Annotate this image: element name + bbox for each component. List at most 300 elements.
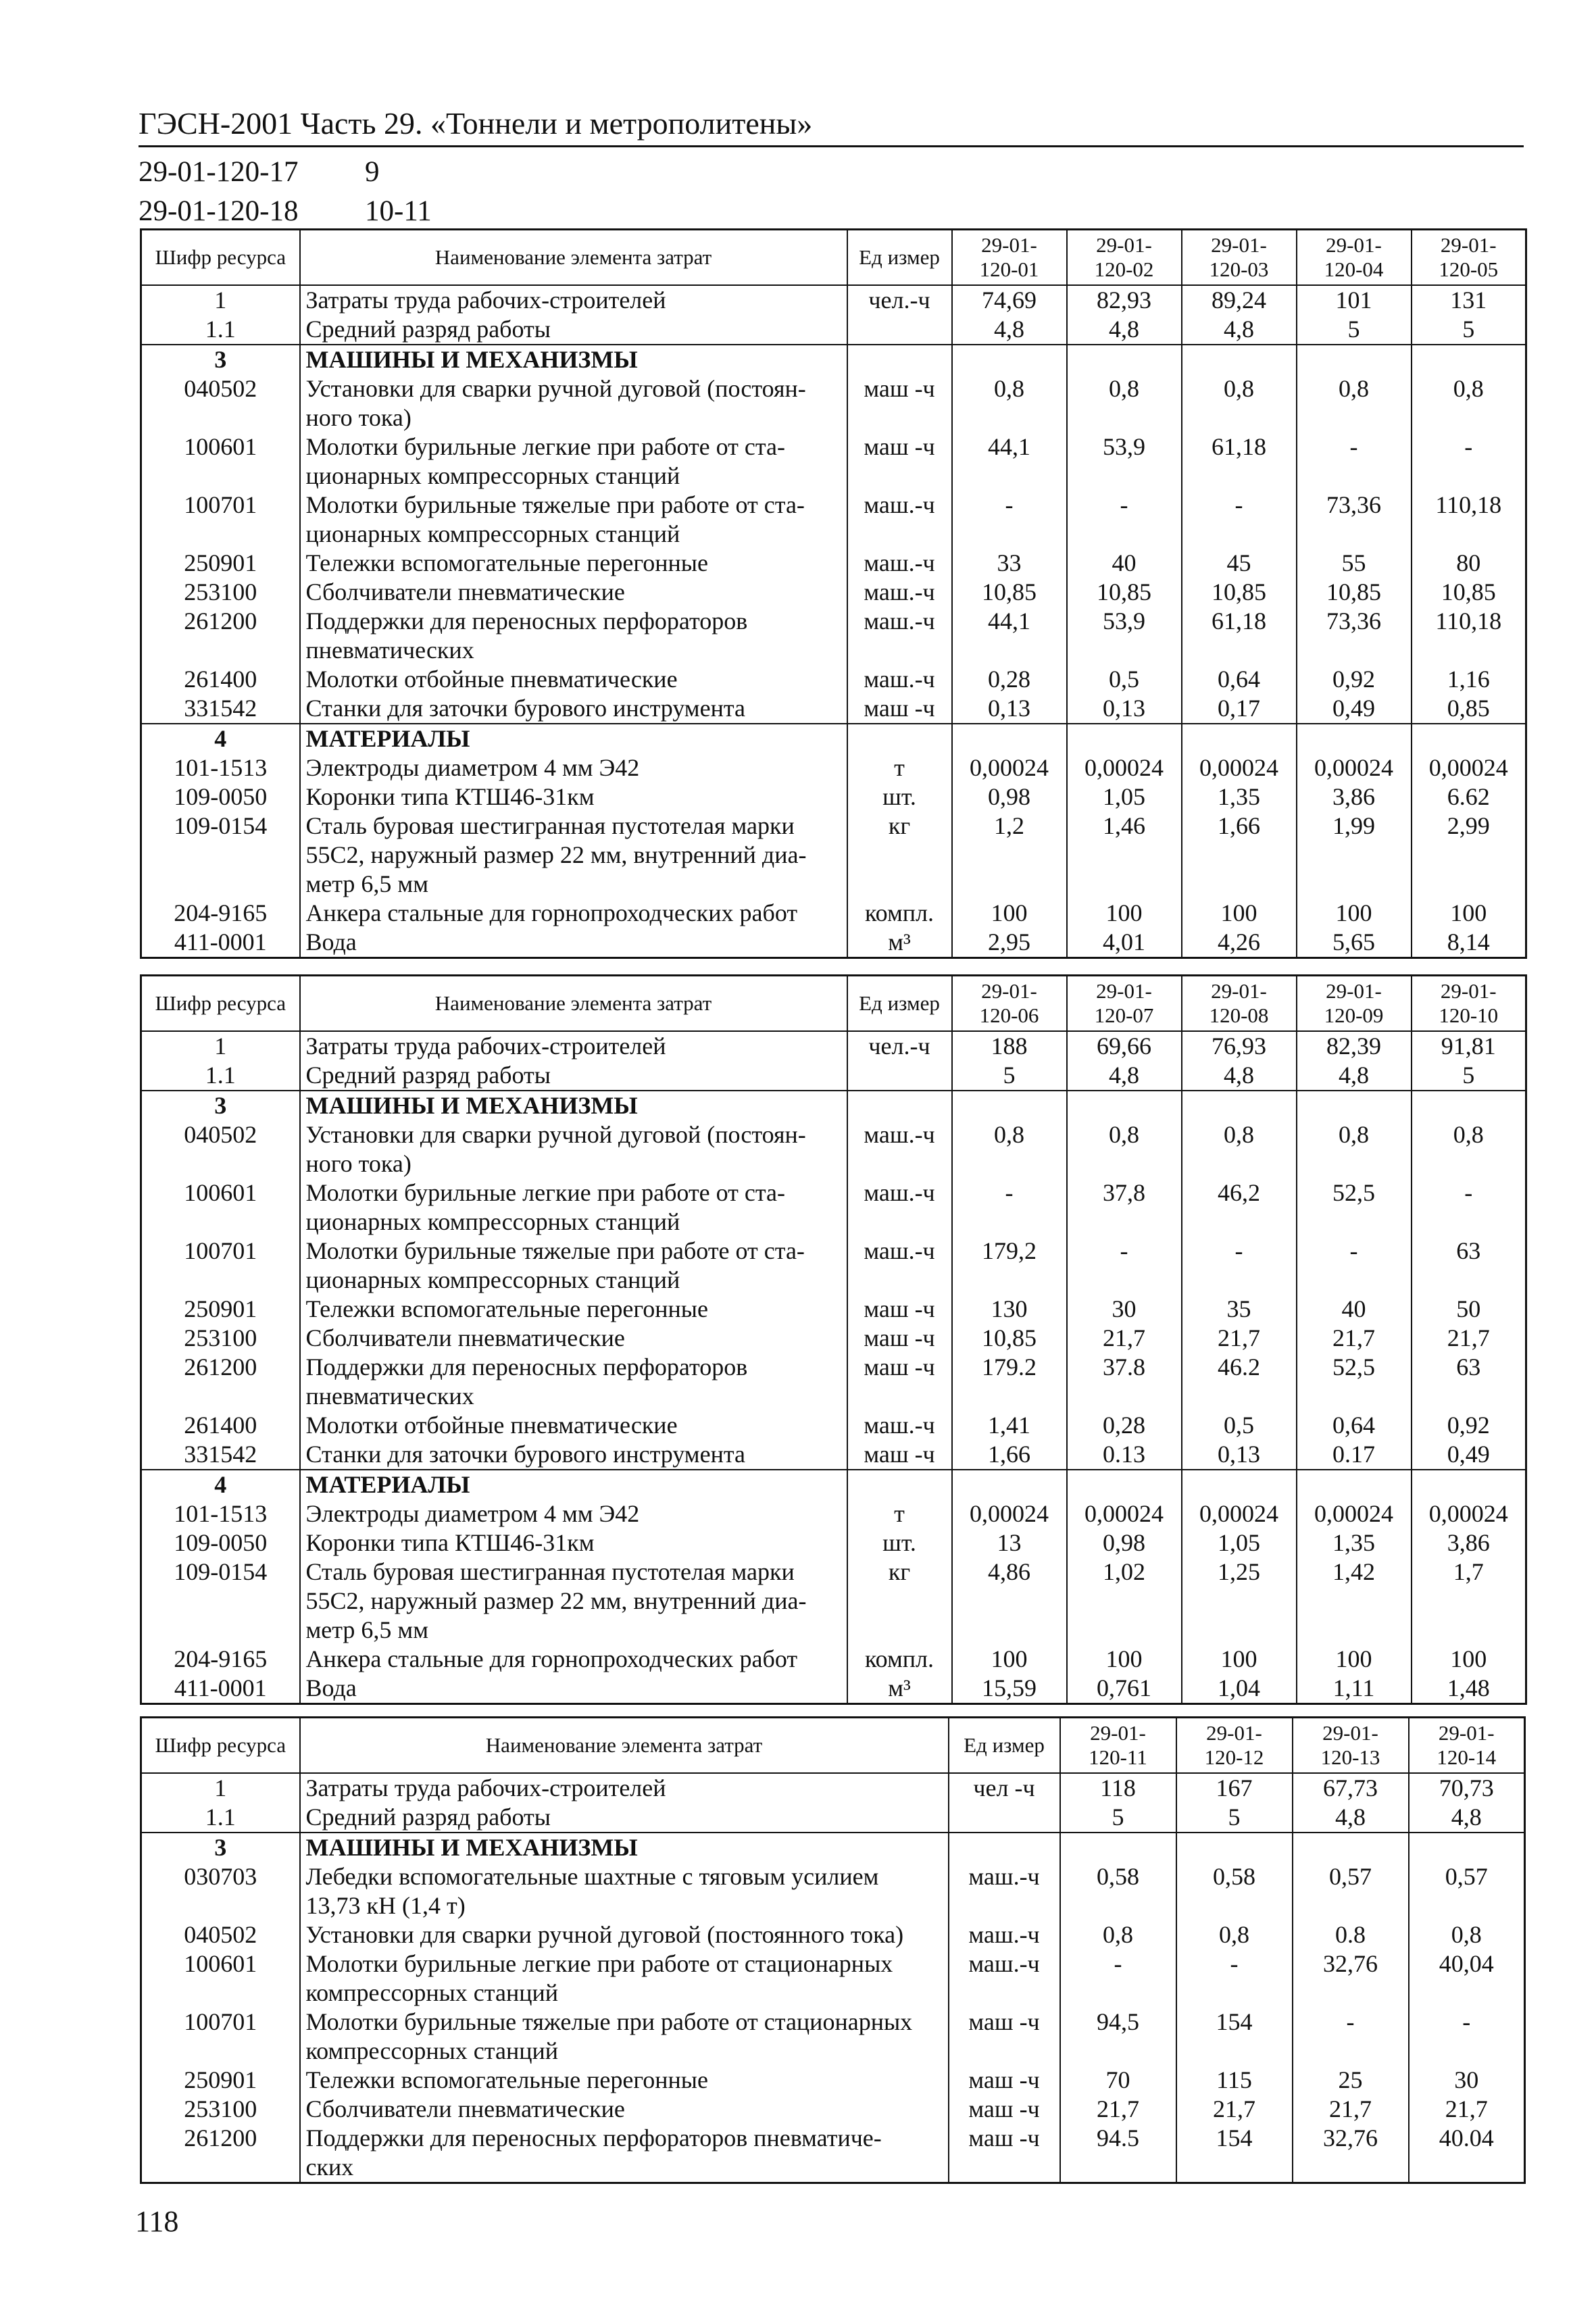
resource-code: 253100 <box>141 578 300 607</box>
resource-code: 1.1 <box>141 315 300 345</box>
resource-unit: маш.-ч <box>847 1411 952 1440</box>
resource-value: 4,8 <box>1293 1803 1409 1833</box>
resource-value: 3,86 <box>1297 782 1412 812</box>
resource-value: 0,8 <box>1409 1920 1525 1949</box>
resource-code: 3 <box>141 1091 300 1120</box>
column-header-norm <box>952 230 1067 286</box>
resource-value: 115 <box>1176 2066 1293 2095</box>
table-row <box>141 1773 1525 1803</box>
resource-unit: т <box>847 753 952 782</box>
resource-value: - <box>1412 432 1526 491</box>
resource-table-2 <box>140 974 1527 1705</box>
resource-value: 100 <box>952 1645 1067 1674</box>
resource-value: 1,46 <box>1067 812 1182 899</box>
table-row <box>141 1862 1525 1920</box>
resource-name <box>300 812 847 899</box>
resource-name <box>300 1411 847 1440</box>
table-row <box>141 1061 1526 1091</box>
table-row <box>141 2066 1525 2095</box>
resource-value: 0,92 <box>1297 665 1412 694</box>
table-row <box>141 899 1526 928</box>
resource-value: 4,8 <box>1067 1061 1182 1091</box>
resource-code: 250901 <box>141 2066 300 2095</box>
resource-value: 61,18 <box>1182 432 1297 491</box>
resource-value: 1,35 <box>1182 782 1297 812</box>
resource-unit <box>847 1470 952 1499</box>
resource-name <box>300 1803 949 1833</box>
resource-code: 253100 <box>141 2095 300 2124</box>
column-header-line: 120-14 <box>1437 1745 1497 1769</box>
resource-name-line: Средний разряд работы <box>305 1803 551 1831</box>
resource-value: 100 <box>1297 1645 1412 1674</box>
resource-value: 0,8 <box>1067 374 1182 432</box>
resource-value <box>952 345 1067 374</box>
resource-value: 0,8 <box>1067 1120 1182 1178</box>
resource-value: 0,13 <box>1067 694 1182 724</box>
resource-value: 4,86 <box>952 1558 1067 1645</box>
resource-code: 100601 <box>141 1949 300 2008</box>
resource-unit: маш.-ч <box>949 1949 1060 2008</box>
resource-value <box>1060 1833 1176 1862</box>
resource-name <box>300 1920 949 1949</box>
resource-value: 33 <box>952 549 1067 578</box>
resource-value: 45 <box>1182 549 1297 578</box>
resource-value: 1,99 <box>1297 812 1412 899</box>
norm-code: 29-01-120-17 <box>139 156 299 188</box>
resource-value: 154 <box>1176 2008 1293 2066</box>
section-row <box>141 345 1526 374</box>
table-row <box>141 549 1526 578</box>
resource-value: 10,85 <box>1182 578 1297 607</box>
resource-value: 1,16 <box>1412 665 1526 694</box>
resource-value: 6.62 <box>1412 782 1526 812</box>
resource-value: 0,98 <box>1067 1528 1182 1558</box>
resource-name <box>300 607 847 665</box>
resource-value <box>1412 345 1526 374</box>
resource-name-line: Молотки отбойные пневматические <box>305 1412 678 1439</box>
column-header-line: 29-01- <box>1326 233 1382 257</box>
resource-name <box>300 1949 949 2008</box>
resource-value: 70 <box>1060 2066 1176 2095</box>
resource-value: 46.2 <box>1182 1353 1297 1411</box>
resource-value: 0,00024 <box>1182 753 1297 782</box>
resource-value: - <box>1412 1178 1526 1237</box>
resource-name-line: Тележки вспомогательные перегонные <box>305 2066 708 2093</box>
resource-value: 53,9 <box>1067 607 1182 665</box>
table-row <box>141 1440 1526 1470</box>
resource-code: 101-1513 <box>141 1499 300 1528</box>
resource-name <box>300 665 847 694</box>
resource-name <box>300 1645 847 1674</box>
resource-name-line: Молотки отбойные пневматические <box>305 666 678 693</box>
resource-name-line: Электроды диаметром 4 мм Э42 <box>305 754 640 781</box>
table-row <box>141 1411 1526 1440</box>
resource-value: 0.17 <box>1297 1440 1412 1470</box>
norm-ref: 10-11 <box>365 195 432 227</box>
norm-code-row <box>139 192 432 231</box>
table-row <box>141 1324 1526 1353</box>
resource-name <box>300 1558 847 1645</box>
resource-unit: маш -ч <box>847 694 952 724</box>
resource-code: 040502 <box>141 1120 300 1178</box>
table-row <box>141 928 1526 958</box>
resource-name-line: Анкера стальные для горнопроходческих работ <box>305 1645 798 1672</box>
resource-unit: маш.-ч <box>847 1237 952 1295</box>
resource-value <box>1067 1091 1182 1120</box>
resource-code: 261200 <box>141 607 300 665</box>
resource-value: 0,85 <box>1412 694 1526 724</box>
resource-value: 21,7 <box>1067 1324 1182 1353</box>
document-title: ГЭСН-2001 Часть 29. «Тоннели и метрополитены» <box>139 106 813 141</box>
column-header-line: 29-01- <box>1211 233 1267 257</box>
resource-name <box>300 1353 847 1411</box>
resource-name-line: 55С2, наружный размер 22 мм, внутренний диа- <box>305 841 807 868</box>
resource-name-line: компрессорных станций <box>305 2037 558 2064</box>
table-row <box>141 2095 1525 2124</box>
resource-name <box>300 1470 847 1499</box>
resource-value: 0,761 <box>1067 1674 1182 1704</box>
resource-name <box>300 899 847 928</box>
resource-unit: компл. <box>847 899 952 928</box>
resource-value: 0,58 <box>1176 1862 1293 1920</box>
column-header-name: Наименование элемента затрат <box>300 230 847 286</box>
section-row <box>141 1470 1526 1499</box>
resource-value: 10,85 <box>952 578 1067 607</box>
column-header-norm <box>1412 230 1526 286</box>
resource-value: 70,73 <box>1409 1773 1525 1803</box>
resource-name <box>300 1031 847 1061</box>
column-header-line: 120-09 <box>1324 1003 1384 1027</box>
resource-value: 0,8 <box>1182 374 1297 432</box>
resource-value: 10,85 <box>1412 578 1526 607</box>
resource-unit: кг <box>847 812 952 899</box>
resource-code: 204-9165 <box>141 1645 300 1674</box>
resource-value: 0,57 <box>1409 1862 1525 1920</box>
resource-value: 101 <box>1297 285 1412 315</box>
resource-name <box>300 2095 949 2124</box>
resource-value: - <box>1182 1237 1297 1295</box>
resource-value <box>1176 1833 1293 1862</box>
resource-code: 100601 <box>141 1178 300 1237</box>
resource-name <box>300 1528 847 1558</box>
resource-value: 5 <box>1176 1803 1293 1833</box>
table-row <box>141 607 1526 665</box>
column-header-line: 120-05 <box>1439 257 1499 281</box>
resource-name-line: Станки для заточки бурового инструмента <box>305 1441 745 1468</box>
resource-name-line: Сболчиватели пневматические <box>305 578 625 605</box>
resource-value: 0,49 <box>1297 694 1412 724</box>
resource-value: 4,01 <box>1067 928 1182 958</box>
resource-code: 331542 <box>141 694 300 724</box>
resource-value: - <box>1176 1949 1293 2008</box>
resource-name <box>300 2066 949 2095</box>
resource-value: 35 <box>1182 1295 1297 1324</box>
resource-code: 4 <box>141 724 300 753</box>
resource-value: 44,1 <box>952 432 1067 491</box>
resource-name-line: ного тока) <box>305 1150 412 1177</box>
resource-value: 82,39 <box>1297 1031 1412 1061</box>
resource-code: 040502 <box>141 1920 300 1949</box>
resource-value: 100 <box>1412 1645 1526 1674</box>
resource-name <box>300 1862 949 1920</box>
column-header-line: 120-06 <box>979 1003 1039 1027</box>
resource-value: 0,8 <box>1412 1120 1526 1178</box>
resource-unit: шт. <box>847 1528 952 1558</box>
table-row <box>141 1178 1526 1237</box>
resource-name <box>300 1499 847 1528</box>
resource-name-line: Молотки бурильные тяжелые при работе от ста- <box>305 491 805 518</box>
resource-name-line: ного тока) <box>305 404 412 431</box>
resource-value: 25 <box>1293 2066 1409 2095</box>
resource-unit: компл. <box>847 1645 952 1674</box>
column-header-line: 120-08 <box>1209 1003 1269 1027</box>
column-header-line: 29-01- <box>981 979 1037 1003</box>
resource-value: 21,7 <box>1176 2095 1293 2124</box>
resource-value: 1,41 <box>952 1411 1067 1440</box>
resource-name-line: Тележки вспомогательные перегонные <box>305 549 708 576</box>
resource-unit <box>847 315 952 345</box>
resource-code: 1 <box>141 1031 300 1061</box>
resource-value: 4,8 <box>1409 1803 1525 1833</box>
resource-value <box>952 724 1067 753</box>
resource-unit: маш -ч <box>847 1440 952 1470</box>
resource-value: 67,73 <box>1293 1773 1409 1803</box>
resource-value: 0,00024 <box>1412 1499 1526 1528</box>
resource-name <box>300 1237 847 1295</box>
resource-value: 53,9 <box>1067 432 1182 491</box>
resource-value: 100 <box>1067 1645 1182 1674</box>
table-row <box>141 1674 1526 1704</box>
column-header-line: 120-13 <box>1320 1745 1380 1769</box>
resource-name <box>300 1674 847 1704</box>
column-header-line: 29-01- <box>1326 979 1382 1003</box>
resource-value: 21,7 <box>1182 1324 1297 1353</box>
resource-code: 250901 <box>141 549 300 578</box>
table-row <box>141 812 1526 899</box>
resource-code: 100601 <box>141 432 300 491</box>
resource-name <box>300 1773 949 1803</box>
resource-unit: маш.-ч <box>847 1120 952 1178</box>
resource-code: 109-0050 <box>141 1528 300 1558</box>
resource-value: 0,00024 <box>952 1499 1067 1528</box>
resource-value: - <box>1297 432 1412 491</box>
resource-value: 44,1 <box>952 607 1067 665</box>
table-row <box>141 1528 1526 1558</box>
resource-code: 204-9165 <box>141 899 300 928</box>
resource-code: 411-0001 <box>141 1674 300 1704</box>
table-row <box>141 578 1526 607</box>
resource-value: 118 <box>1060 1773 1176 1803</box>
resource-value: 94.5 <box>1060 2124 1176 2183</box>
resource-value <box>1412 1091 1526 1120</box>
section-row <box>141 1833 1525 1862</box>
resource-name-line: Установки для сварки ручной дуговой (постоянного тока) <box>305 1921 904 1948</box>
resource-name-line: 13,73 кН (1,4 т) <box>305 1892 466 1919</box>
resource-value: 63 <box>1412 1237 1526 1295</box>
resource-value: - <box>1182 491 1297 549</box>
resource-value: 110,18 <box>1412 607 1526 665</box>
resource-value: 0,64 <box>1297 1411 1412 1440</box>
resource-value: 1,05 <box>1182 1528 1297 1558</box>
page-header <box>139 105 1524 147</box>
resource-value: 3,86 <box>1412 1528 1526 1558</box>
resource-name-line: Установки для сварки ручной дуговой (постоян- <box>305 375 806 402</box>
resource-name-line: Сталь буровая шестигранная пустотелая марки <box>305 812 795 839</box>
resource-value: 1,7 <box>1412 1558 1526 1645</box>
resource-name-line: Средний разряд работы <box>305 1062 551 1089</box>
resource-code: 101-1513 <box>141 753 300 782</box>
resource-value: 13 <box>952 1528 1067 1558</box>
resource-value: 4,8 <box>952 315 1067 345</box>
resource-code: 250901 <box>141 1295 300 1324</box>
resource-value: 8,14 <box>1412 928 1526 958</box>
resource-name-line: метр 6,5 мм <box>305 1616 428 1643</box>
resource-table-1 <box>140 228 1527 959</box>
resource-value: 94,5 <box>1060 2008 1176 2066</box>
resource-name <box>300 928 847 958</box>
resource-name <box>300 285 847 315</box>
column-header-line: 120-02 <box>1094 257 1154 281</box>
norm-codes <box>139 153 432 231</box>
resource-name-line: Вода <box>305 928 357 955</box>
resource-name-line: Коронки типа КТШ46-31км <box>305 783 595 810</box>
resource-name <box>300 1061 847 1091</box>
resource-code: 100701 <box>141 491 300 549</box>
resource-code: 100701 <box>141 2008 300 2066</box>
column-header-norm <box>1182 230 1297 286</box>
resource-name-line: пневматических <box>305 1383 474 1410</box>
resource-value: 100 <box>1412 899 1526 928</box>
section-row <box>141 724 1526 753</box>
resource-value: 2,99 <box>1412 812 1526 899</box>
resource-name-line: Молотки бурильные легкие при работе от ста- <box>305 433 786 460</box>
resource-value: 0,5 <box>1067 665 1182 694</box>
resource-name <box>300 1178 847 1237</box>
resource-value: 4,26 <box>1182 928 1297 958</box>
resource-value: 1,66 <box>1182 812 1297 899</box>
resource-name-line: МАШИНЫ И МЕХАНИЗМЫ <box>305 346 638 373</box>
resource-value: 74,69 <box>952 285 1067 315</box>
resource-code: 030703 <box>141 1862 300 1920</box>
resource-unit: чел.-ч <box>847 1031 952 1061</box>
resource-value <box>1182 724 1297 753</box>
column-header-line: 120-03 <box>1209 257 1269 281</box>
resource-value <box>1182 1470 1297 1499</box>
resource-value: 5 <box>1412 315 1526 345</box>
resource-value: 5,65 <box>1297 928 1412 958</box>
norm-ref: 9 <box>365 156 380 188</box>
resource-value: 2,95 <box>952 928 1067 958</box>
resource-name <box>300 694 847 724</box>
resource-value: 188 <box>952 1031 1067 1061</box>
resource-value: 100 <box>1297 899 1412 928</box>
column-header-name: Наименование элемента затрат <box>300 976 847 1032</box>
resource-value <box>1297 1470 1412 1499</box>
resource-code: 3 <box>141 345 300 374</box>
resource-value: 5 <box>1412 1061 1526 1091</box>
resource-value: 30 <box>1409 2066 1525 2095</box>
resource-value: - <box>1409 2008 1525 2066</box>
table-row <box>141 2008 1525 2066</box>
resource-name-line: Станки для заточки бурового инструмента <box>305 695 745 722</box>
resource-unit <box>847 724 952 753</box>
table-row <box>141 374 1526 432</box>
resource-value: 21,7 <box>1060 2095 1176 2124</box>
resource-value: 131 <box>1412 285 1526 315</box>
column-header-unit: Ед измер <box>847 230 952 286</box>
resource-unit <box>847 1061 952 1091</box>
resource-value: 1,35 <box>1297 1528 1412 1558</box>
resource-value: 100 <box>952 899 1067 928</box>
resource-name-line: Поддержки для переносных перфораторов <box>305 607 748 634</box>
resource-value: 179,2 <box>952 1237 1067 1295</box>
resource-value: 0,8 <box>1297 1120 1412 1178</box>
resource-value: 0,00024 <box>1067 1499 1182 1528</box>
column-header-norm <box>1412 976 1526 1032</box>
resource-code: 411-0001 <box>141 928 300 958</box>
resource-value: 0,8 <box>1060 1920 1176 1949</box>
resource-name <box>300 345 847 374</box>
resource-code: 331542 <box>141 1440 300 1470</box>
resource-value: 1,02 <box>1067 1558 1182 1645</box>
resource-name-line: МАТЕРИАЛЫ <box>305 1471 470 1498</box>
resource-value: 0,28 <box>952 665 1067 694</box>
column-header-line: 29-01- <box>1090 1721 1146 1745</box>
resource-unit: м³ <box>847 1674 952 1704</box>
resource-name-line: 55С2, наружный размер 22 мм, внутренний диа- <box>305 1587 807 1614</box>
resource-name-line: Коронки типа КТШ46-31км <box>305 1529 595 1556</box>
resource-code: 1.1 <box>141 1061 300 1091</box>
table-row <box>141 1120 1526 1178</box>
resource-value: 0,58 <box>1060 1862 1176 1920</box>
table-row <box>141 491 1526 549</box>
resource-value: 1,25 <box>1182 1558 1297 1645</box>
resource-value: 1,66 <box>952 1440 1067 1470</box>
resource-name <box>300 1295 847 1324</box>
resource-value: 82,93 <box>1067 285 1182 315</box>
table-row <box>141 1031 1526 1061</box>
column-header-unit: Ед измер <box>949 1718 1060 1774</box>
table-row <box>141 753 1526 782</box>
column-header-line: 120-12 <box>1204 1745 1264 1769</box>
resource-value: 0,00024 <box>952 753 1067 782</box>
resource-value: 61,18 <box>1182 607 1297 665</box>
column-header-norm <box>1297 976 1412 1032</box>
resource-value: 73,36 <box>1297 607 1412 665</box>
resource-value <box>1067 724 1182 753</box>
resource-name <box>300 432 847 491</box>
resource-code: 100701 <box>141 1237 300 1295</box>
resource-value <box>1182 1091 1297 1120</box>
resource-unit: кг <box>847 1558 952 1645</box>
resource-value: 0,00024 <box>1297 1499 1412 1528</box>
column-header-line: 120-04 <box>1324 257 1384 281</box>
resource-name <box>300 2124 949 2183</box>
resource-value: 5 <box>1297 315 1412 345</box>
column-header-line: 29-01- <box>1096 233 1152 257</box>
resource-value: 4,8 <box>1182 1061 1297 1091</box>
resource-value: - <box>952 491 1067 549</box>
column-header-line: 120-11 <box>1089 1745 1147 1769</box>
resource-name-line: Молотки бурильные легкие при работе от стационарных <box>305 1950 893 1977</box>
resource-value: 40,04 <box>1409 1949 1525 2008</box>
resource-unit: маш.-ч <box>847 607 952 665</box>
resource-value: 40.04 <box>1409 2124 1525 2183</box>
resource-value: 1,2 <box>952 812 1067 899</box>
resource-value: 110,18 <box>1412 491 1526 549</box>
resource-value <box>1067 1470 1182 1499</box>
resource-name-line: Затраты труда рабочих-строителей <box>305 287 666 314</box>
